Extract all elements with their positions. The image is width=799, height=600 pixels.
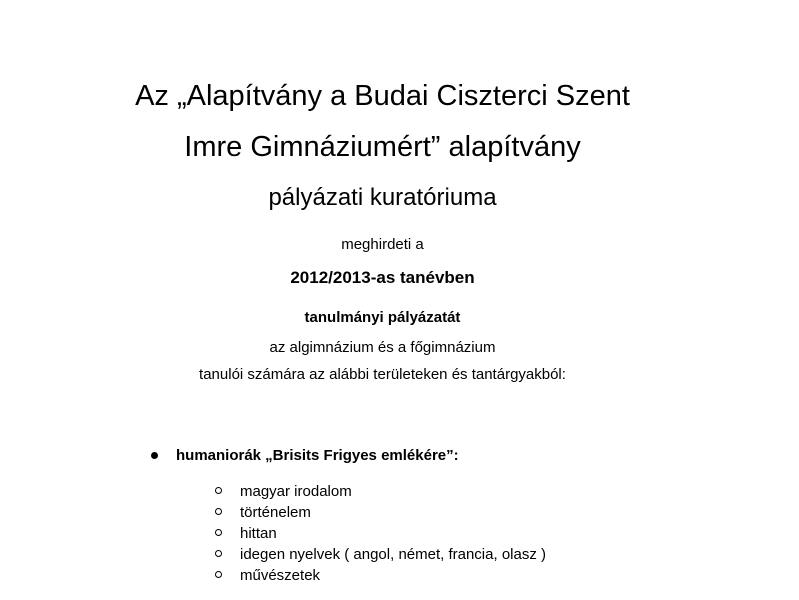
school-year: 2012/2013-as tanévben [290,268,475,287]
subject-label: hittan [240,525,277,542]
bullet-icon [151,452,158,459]
subject-item [213,565,546,586]
circle-bullet-icon [215,487,222,494]
circle-bullet-icon [215,550,222,557]
announces-text: meghirdeti a [341,236,424,253]
category-item [150,447,459,464]
subject-item [213,544,546,565]
subject-item [213,481,546,502]
title-line-2: Imre Gimnáziumért” alapítvány [184,131,581,163]
title-line-3: pályázati kuratóriuma [268,184,497,211]
subject-label: történelem [240,504,311,521]
audience-line-1: az algimnázium és a főgimnázium [269,339,496,356]
circle-bullet-icon [215,571,222,578]
audience-line-2: tanulói számára az alábbi területeken és tantárgyakból: [199,366,566,383]
subject-label: magyar irodalom [240,483,352,500]
subject-list [213,481,546,586]
category-label: humaniorák „Brisits Frigyes emlékére”: [176,447,459,464]
subject-item [213,523,546,544]
subject-label: művészetek [240,567,321,584]
circle-bullet-icon [215,529,222,536]
subject-item [213,502,546,523]
title-line-1: Az „Alapítvány a Budai Ciszterci Szent [135,80,630,112]
category-list [150,447,459,464]
subject-label: idegen nyelvek ( angol, német, francia, olasz ) [240,546,546,563]
competition-name: tanulmányi pályázatát [304,309,461,326]
circle-bullet-icon [215,508,222,515]
